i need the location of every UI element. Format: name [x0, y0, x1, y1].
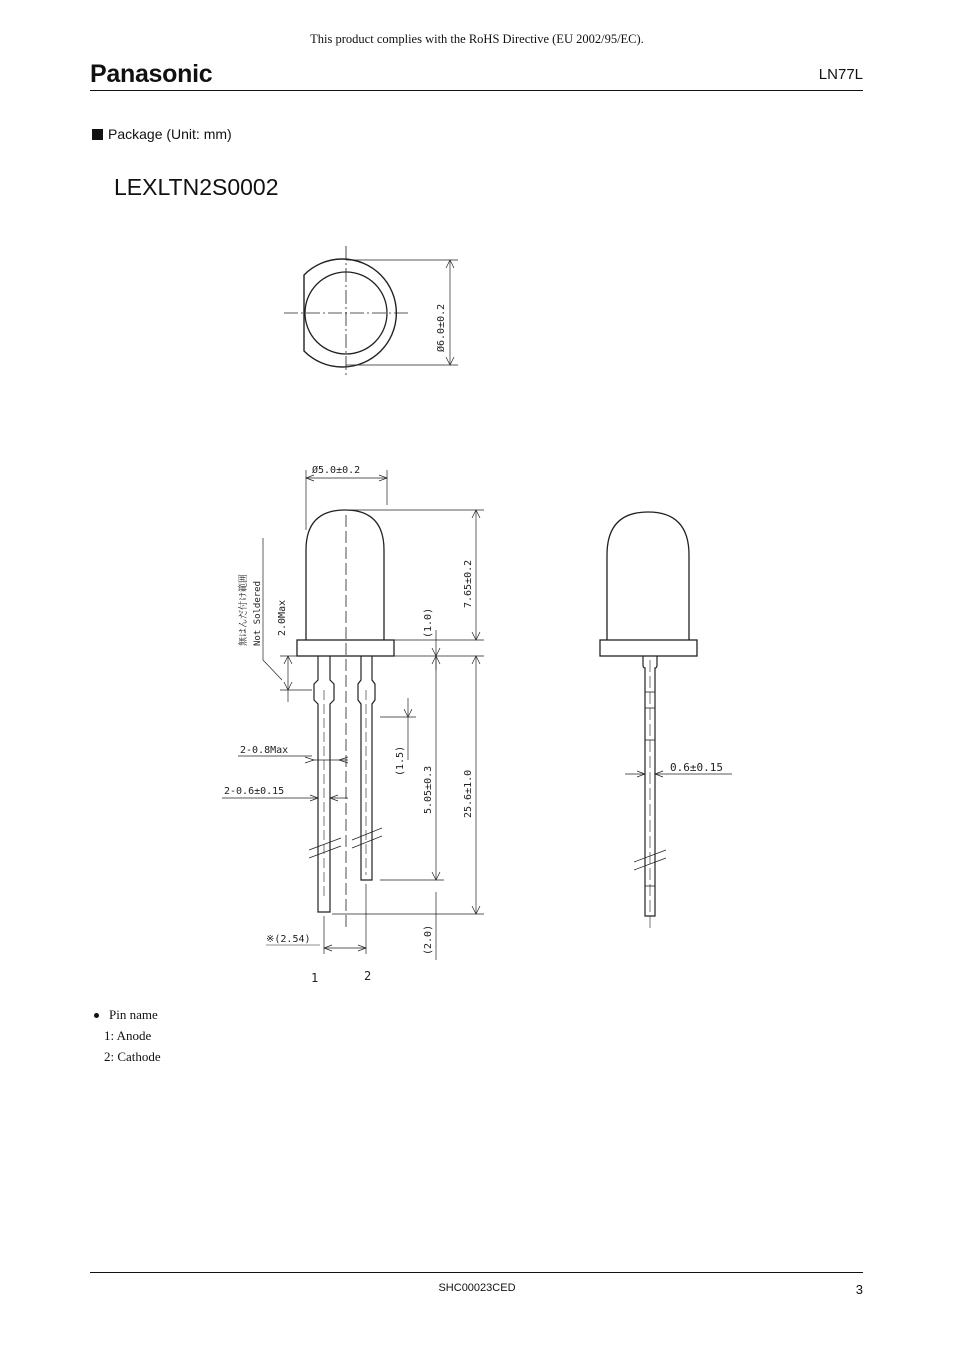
brand-logo: Panasonic	[90, 60, 213, 88]
footer-rule	[90, 1272, 863, 1273]
doc-number: SHC00023CED	[438, 1282, 516, 1294]
dim-standoff: (1.0)	[423, 607, 434, 638]
pin-list-title	[92, 1004, 161, 1025]
dim-short-lead: 5.05±0.3	[423, 765, 434, 814]
bullet-icon	[94, 1013, 99, 1018]
pin-1-label: 1	[311, 971, 319, 985]
pin-2-label: 2	[364, 969, 372, 983]
dim-flange-dia: Ø6.0±0.2	[436, 303, 447, 352]
dim-lead-width: 2-0.6±0.15	[224, 786, 285, 797]
pin-name-list	[92, 1004, 161, 1067]
dim-not-soldered: 2.0Max	[277, 599, 288, 636]
package-code: LEXLTN2S0002	[114, 174, 279, 200]
dim-side-lead: 0.6±0.15	[670, 761, 723, 774]
section-title: Package (Unit: mm)	[108, 126, 232, 142]
dim-long-lead: 25.6±1.0	[463, 769, 474, 818]
rohs-note: This product complies with the RoHS Directive (EU 2002/95/EC).	[310, 32, 644, 46]
dim-lead-tip: (2.0)	[423, 924, 434, 955]
note-en: Not Soldered	[253, 580, 263, 646]
dim-lead-kink: 2-0.8Max	[240, 745, 289, 756]
part-number: LN77L	[818, 66, 863, 83]
front-view	[222, 464, 484, 985]
list-item: 1: Anode	[104, 1028, 152, 1043]
dim-kink-pos: (1.5)	[395, 745, 406, 776]
dim-pitch: ※(2.54)	[266, 934, 311, 945]
pin-list-title-text: Pin name	[109, 1007, 158, 1022]
dim-body-height: 7.65±0.2	[463, 559, 474, 608]
note-jp: 無はんだ付け範囲	[239, 573, 249, 646]
top-view	[284, 246, 458, 378]
dim-body-dia: Ø5.0±0.2	[312, 465, 361, 476]
side-view	[600, 512, 732, 930]
page-number: 3	[855, 1282, 863, 1297]
list-item: 2: Cathode	[104, 1049, 161, 1064]
